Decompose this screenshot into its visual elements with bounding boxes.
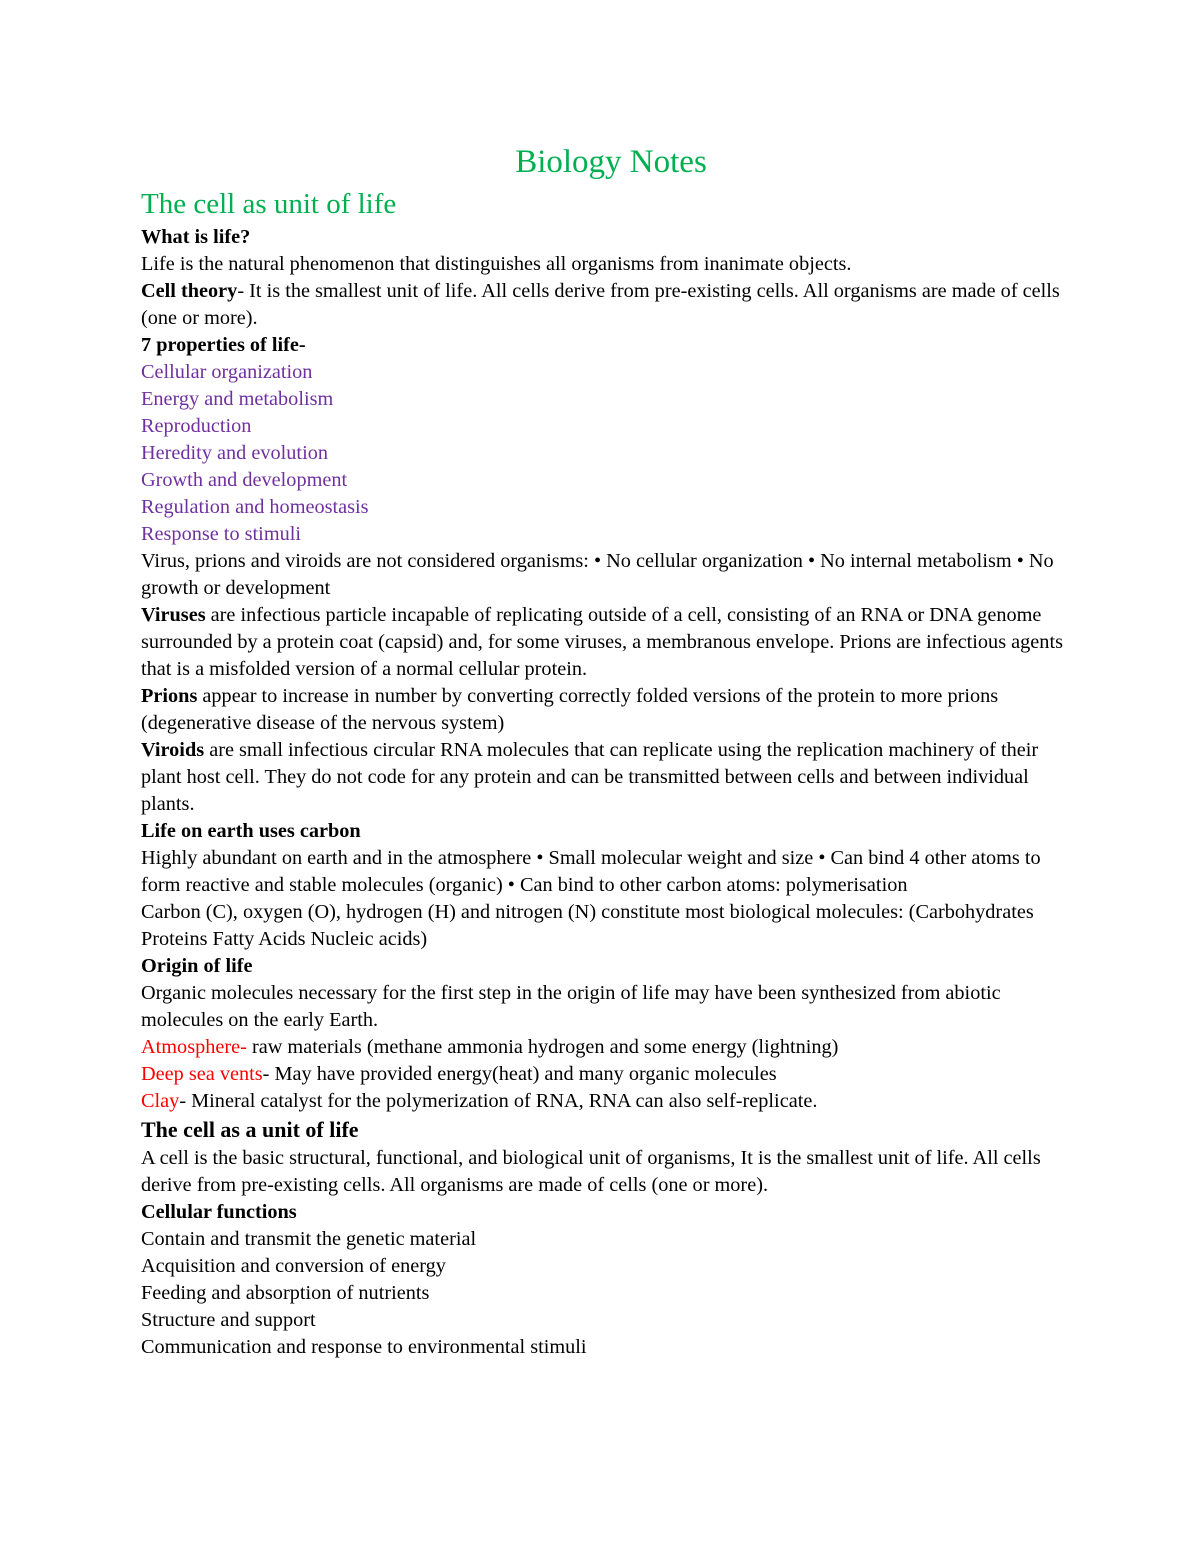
function-item: Structure and support — [141, 1309, 316, 1331]
document-page — [141, 140, 1081, 1361]
origin-item — [141, 1061, 1081, 1088]
document-title: Biology Notes — [515, 144, 707, 180]
cell-theory-paragraph — [141, 278, 1081, 332]
viruses-paragraph — [141, 602, 1081, 683]
origin-item — [141, 1088, 1081, 1115]
cellular-functions-list — [141, 1226, 1081, 1361]
carbon-text-1: Highly abundant on earth and in the atmosphere • Small molecular weight and size • Can bind 4 other atoms to form reactive and stable molecules (organic) • Can bind to other carbon atoms: polymerisation — [141, 847, 1041, 896]
origin-item-text: - May have provided energy(heat) and many organic molecules — [262, 1063, 777, 1085]
cell-intro-text: A cell is the basic structural, functional, and biological unit of organisms, It is the smallest unit of life. All cells derive from pre-existing cells. All organisms are made of cells (one or more). — [141, 1147, 1041, 1196]
property-item: Reproduction — [141, 415, 252, 437]
property-item: Energy and metabolism — [141, 388, 334, 410]
function-item: Contain and transmit the genetic material — [141, 1228, 477, 1250]
origin-item-text: raw materials (methane ammonia hydrogen and some energy (lightning) — [246, 1036, 839, 1058]
what-is-life-text: Life is the natural phenomenon that distinguishes all organisms from inanimate objects. — [141, 253, 852, 275]
properties-heading: 7 properties of life- — [141, 334, 306, 356]
property-item: Growth and development — [141, 469, 348, 491]
what-is-life-heading: What is life? — [141, 226, 251, 248]
property-item: Heredity and evolution — [141, 442, 328, 464]
non-organisms-text: Virus, prions and viroids are not considered organisms: • No cellular organization • No internal metabolism • No growth or development — [141, 550, 1054, 599]
function-item: Acquisition and conversion of energy — [141, 1255, 446, 1277]
prions-label: Prions — [141, 685, 198, 707]
cell-theory-text: - It is the smallest unit of life. All cells derive from pre-existing cells. All organisms are made of cells (one or more). — [141, 280, 1060, 329]
cell-theory-label: Cell theory — [141, 280, 238, 302]
viroids-label: Viroids — [141, 739, 205, 761]
viroids-paragraph — [141, 737, 1081, 818]
property-item: Regulation and homeostasis — [141, 496, 369, 518]
origin-text: Organic molecules necessary for the first step in the origin of life may have been synthesized from abiotic molecules on the early Earth. — [141, 982, 1001, 1031]
viruses-label: Viruses — [141, 604, 206, 626]
cellular-functions-heading: Cellular functions — [141, 1201, 297, 1223]
section-heading-cell-unit: The cell as unit of life — [141, 188, 397, 220]
properties-list — [141, 359, 1081, 548]
function-item: Communication and response to environmental stimuli — [141, 1336, 587, 1358]
origin-heading: Origin of life — [141, 955, 253, 977]
origin-item-label: Clay — [141, 1090, 180, 1112]
property-item: Response to stimuli — [141, 523, 302, 545]
viroids-text: are small infectious circular RNA molecules that can replicate using the replication machinery of their plant host cell. They do not code for any protein and can be transmitted between cells and between individual plants. — [141, 739, 1039, 815]
carbon-text-2: Carbon (C), oxygen (O), hydrogen (H) and nitrogen (N) constitute most biological molecules: (Carbohydrates Proteins Fatty Acids Nucleic acids) — [141, 901, 1034, 950]
origin-item-label: Deep sea vents — [141, 1063, 263, 1085]
origin-item — [141, 1034, 1081, 1061]
viruses-text: are infectious particle incapable of replicating outside of a cell, consisting of an RNA or DNA genome surrounded by a protein coat (capsid) and, for some viruses, a membranous envelope. Prions are infectious agents that is a misfolded version of a normal cellular protein. — [141, 604, 1063, 680]
section-heading-cell-as-unit: The cell as a unit of life — [141, 1117, 359, 1142]
origin-item-label: Atmosphere- — [141, 1036, 247, 1058]
origin-item-text: - Mineral catalyst for the polymerization of RNA, RNA can also self-replicate. — [179, 1090, 818, 1112]
function-item: Feeding and absorption of nutrients — [141, 1282, 430, 1304]
property-item: Cellular organization — [141, 361, 313, 383]
prions-text: appear to increase in number by converting correctly folded versions of the protein to more prions (degenerative disease of the nervous system) — [141, 685, 999, 734]
carbon-heading: Life on earth uses carbon — [141, 820, 361, 842]
prions-paragraph — [141, 683, 1081, 737]
